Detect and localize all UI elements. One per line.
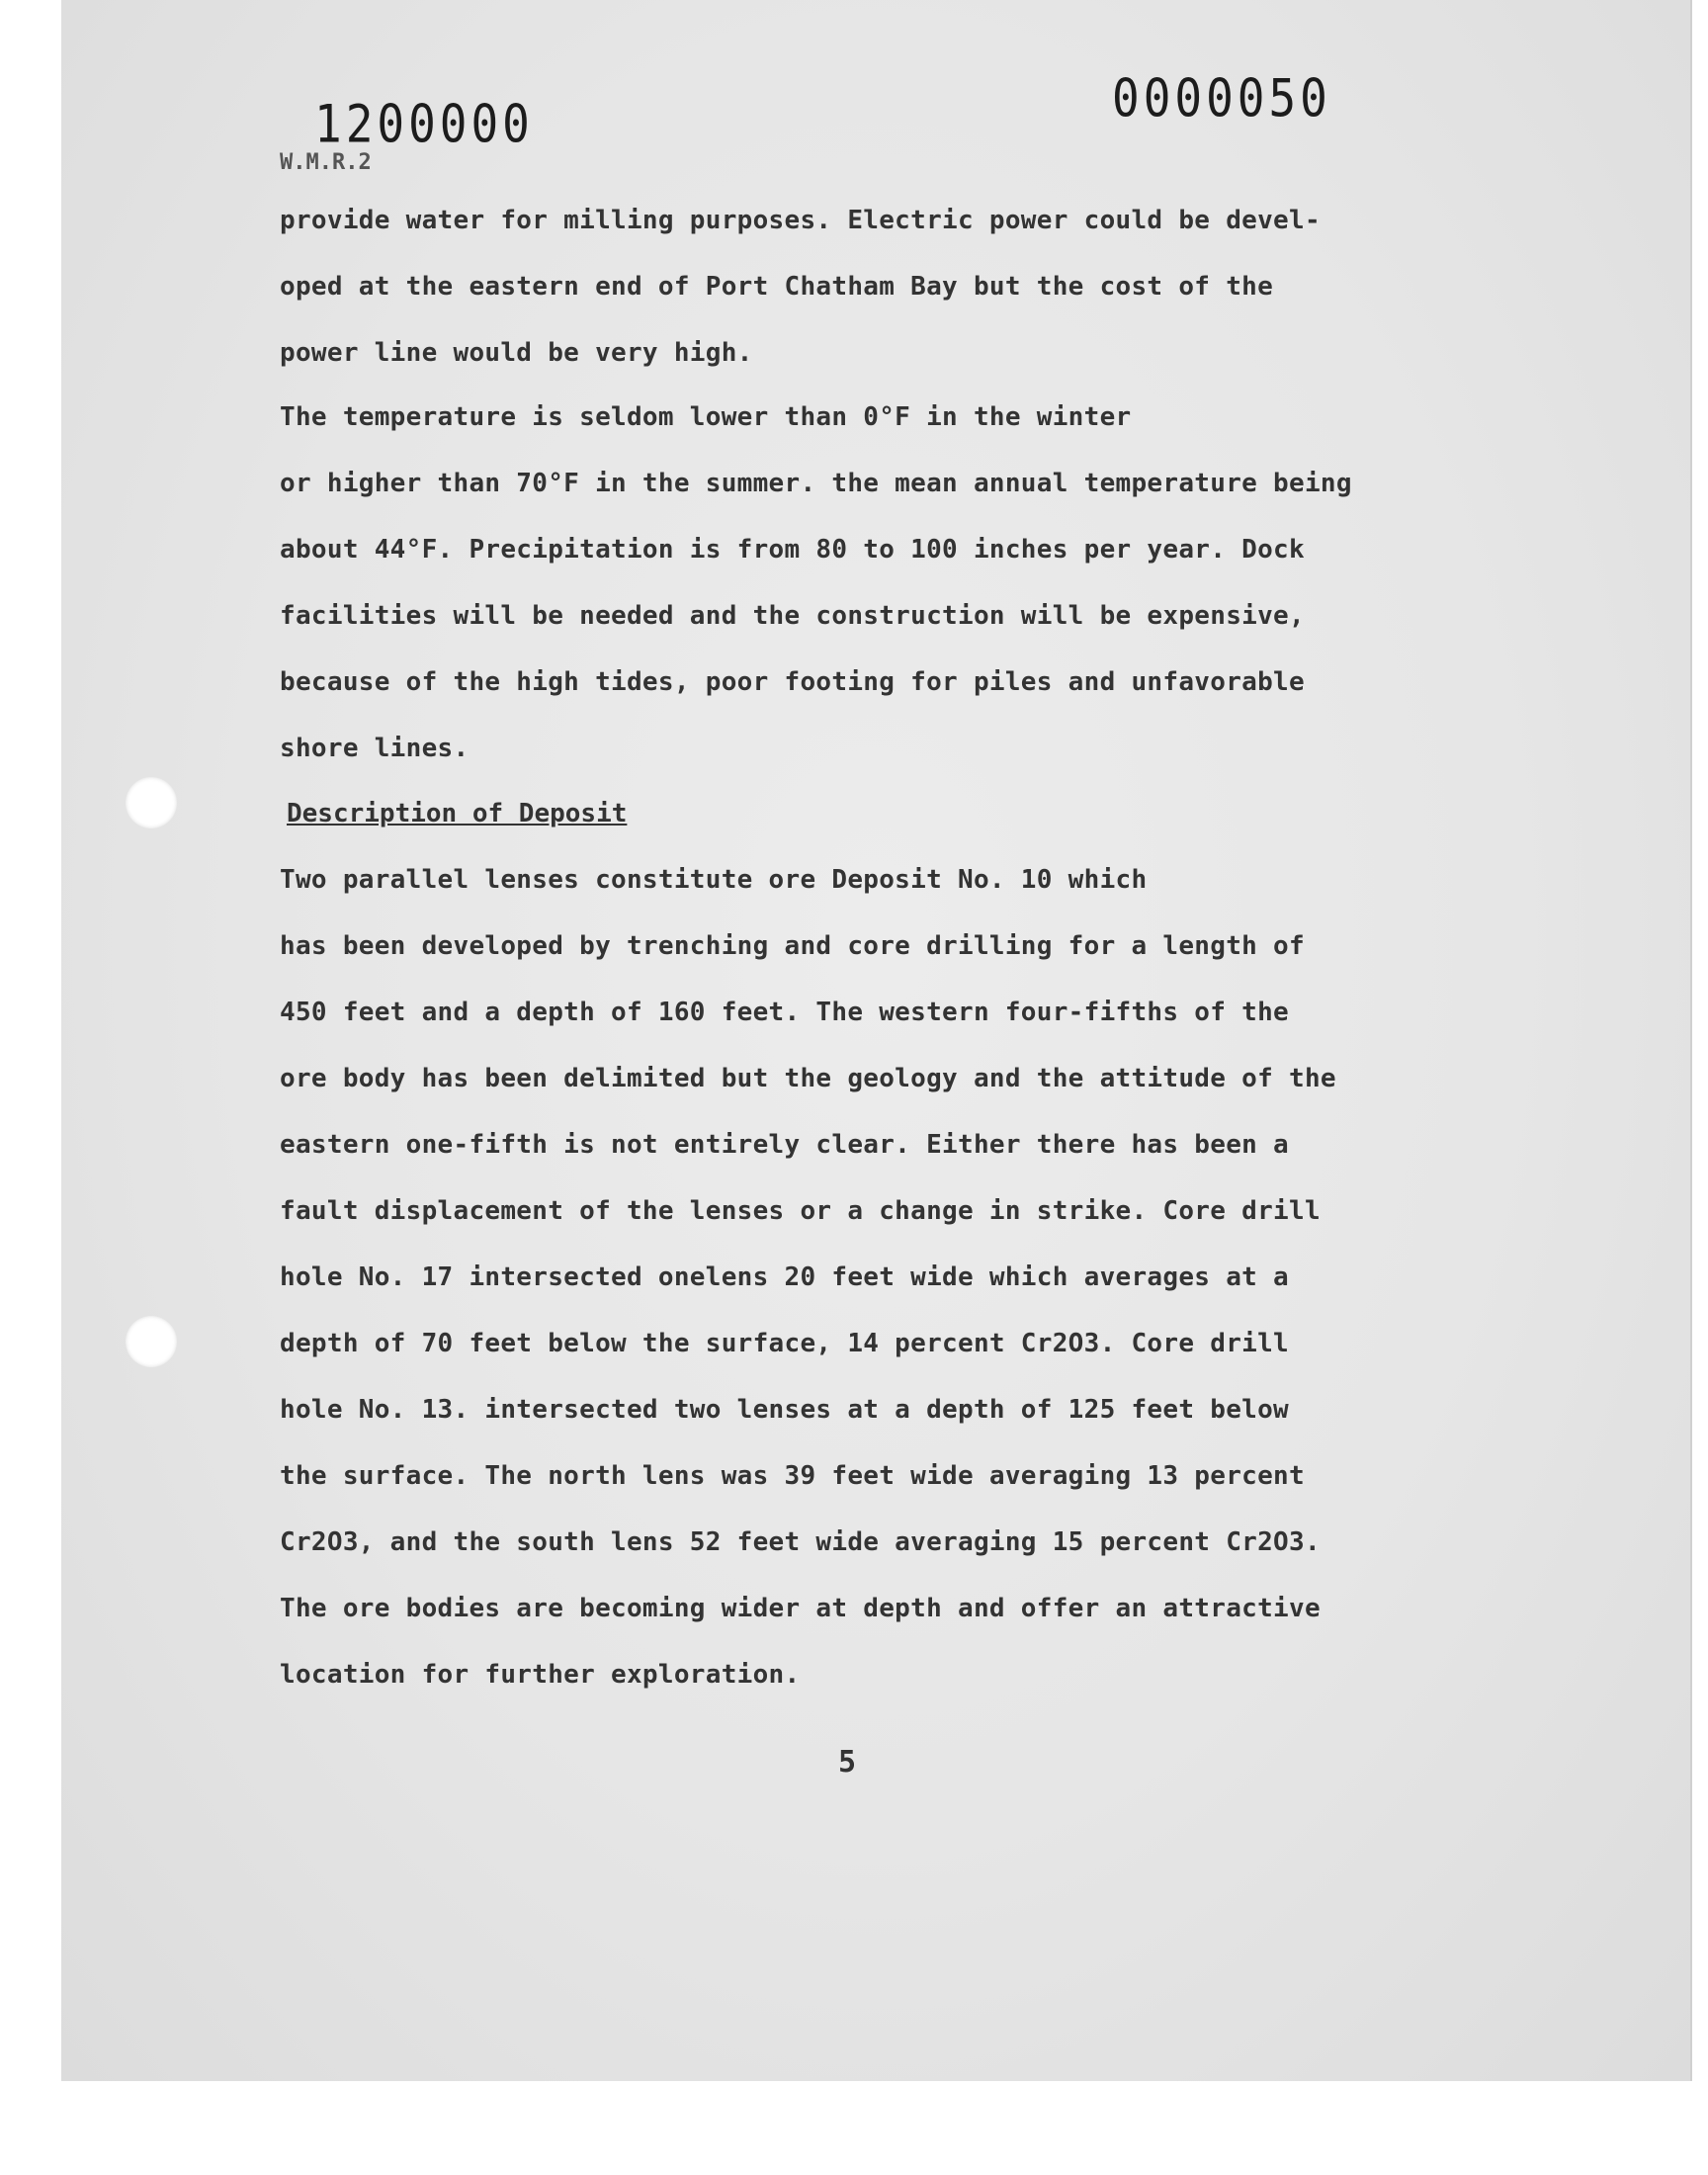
punch-hole [126,1316,177,1367]
stamp-number-right: 0000050 [1112,66,1331,130]
paragraph-power: provide water for milling purposes. Electric power could be devel- oped at the eastern end of Port Chatham Bay but the cost of the power line would be very high. [280,206,1321,368]
paragraph-deposit: Two parallel lenses constitute ore Deposit No. 10 which has been developed by trenching and core drilling for a length of 450 feet and a depth of 160 feet. The western four-fifths of the ore body has been delimited but the geology and the attitude of the eastern one-fifth is not entirely clear. Either there has been a fault displacement of the lenses or a change in strike. Core drill hole No. 17 intersected onelens 20 feet wide which averages at a depth of 70 feet below the surface, 14 percent Cr2O3. Core drill hole No. 13. intersected two lenses at a depth of 125 feet below the surface. The north lens was 39 feet wide averaging 13 percent Cr2O3, and the south lens 52 feet wide averaging 15 percent Cr2O3. The ore bodies are becoming wider at depth and offer an attractive location for further exploration. [280,865,1336,1690]
paragraph-climate: The temperature is seldom lower than 0°F in the winter or higher than 70°F in the summer. the mean annual temperature being about 44°F. Precipitation is from 80 to 100 inches per year. Dock facilities will be needed and the construction will be expensive, because of the high tides, poor footing for piles and unfavorable shore lines. [280,402,1352,763]
document-code: W.M.R.2 [280,150,372,175]
punch-hole [126,777,177,828]
section-heading: Description of Deposit [287,799,628,828]
page-number: 5 [838,1745,857,1780]
stamp-number-left: 1200000 [314,92,534,155]
